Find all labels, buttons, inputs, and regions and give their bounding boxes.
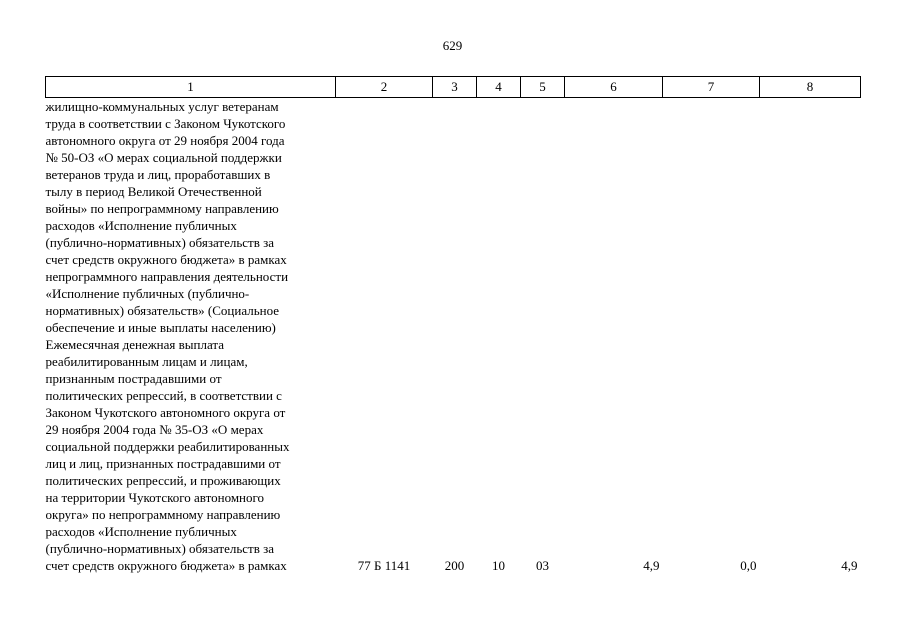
description-line: нормативных) обязательств» (Социальное bbox=[45, 303, 280, 318]
cell-col-7: 0,0 bbox=[740, 558, 757, 573]
description-line: труда в соответствии с Законом Чукотского bbox=[45, 116, 286, 131]
header-col-7: 7 bbox=[663, 77, 760, 98]
header-col-5: 5 bbox=[521, 77, 565, 98]
table-row bbox=[46, 98, 861, 575]
header-col-3: 3 bbox=[433, 77, 477, 98]
cell-col-6: 4,9 bbox=[643, 558, 660, 573]
header-col-8: 8 bbox=[760, 77, 861, 98]
cell-subsection: 03 bbox=[536, 558, 549, 573]
description-line: расходов «Исполнение публичных bbox=[45, 524, 237, 539]
description-line: Ежемесячная денежная выплата bbox=[45, 337, 224, 352]
description-line: реабилитированным лицам и лицам, bbox=[45, 354, 248, 369]
description-line: лиц и лиц, признанных пострадавшими от bbox=[45, 456, 281, 471]
header-col-4: 4 bbox=[477, 77, 521, 98]
description-line: (публично-нормативных) обязательств за bbox=[45, 541, 275, 556]
description-line: 29 ноября 2004 года № 35-ОЗ «О мерах bbox=[45, 422, 264, 437]
description-line: Законом Чукотского автономного округа от bbox=[45, 405, 286, 420]
header-col-6: 6 bbox=[565, 77, 663, 98]
cell-section: 10 bbox=[492, 558, 505, 573]
cell-expense-type: 200 bbox=[444, 558, 465, 573]
description-line: на территории Чукотского автономного bbox=[45, 490, 265, 505]
description-line: расходов «Исполнение публичных bbox=[45, 218, 237, 233]
description-line: автономного округа от 29 ноября 2004 года bbox=[45, 133, 285, 148]
description-line: счет средств окружного бюджета» в рамках bbox=[45, 252, 287, 267]
description-line: «Исполнение публичных (публично- bbox=[45, 286, 250, 301]
description-line: обеспечение и иные выплаты населению) bbox=[45, 320, 276, 335]
header-col-2: 2 bbox=[336, 77, 433, 98]
budget-table bbox=[45, 76, 861, 574]
row-description bbox=[46, 98, 336, 575]
cell-col-8: 4,9 bbox=[841, 558, 858, 573]
header-row bbox=[46, 77, 861, 98]
description-line: тылу в период Великой Отечественной bbox=[45, 184, 262, 199]
description-line: политических репрессий, в соответствии с bbox=[45, 388, 282, 403]
description-line: социальной поддержки реабилитированных bbox=[45, 439, 290, 454]
description-line: № 50-ОЗ «О мерах социальной поддержки bbox=[45, 150, 282, 165]
description-line: счет средств окружного бюджета» в рамках bbox=[45, 558, 287, 573]
description-line: жилищно-коммунальных услуг ветеранам bbox=[45, 99, 279, 114]
description-line: политических репрессий, и проживающих bbox=[45, 473, 281, 488]
page-number: 629 bbox=[442, 38, 463, 53]
description-line: войны» по непрограммному направлению bbox=[45, 201, 279, 216]
description-line: округа» по непрограммному направлению bbox=[45, 507, 281, 522]
description-line: ветеранов труда и лиц, проработавших в bbox=[45, 167, 271, 182]
description-line: признанным пострадавшими от bbox=[45, 371, 222, 386]
cell-target-code: 77 Б 1141 bbox=[357, 558, 411, 573]
header-col-1: 1 bbox=[46, 77, 336, 98]
description-line: (публично-нормативных) обязательств за bbox=[45, 235, 275, 250]
description-line: непрограммного направления деятельности bbox=[45, 269, 289, 284]
